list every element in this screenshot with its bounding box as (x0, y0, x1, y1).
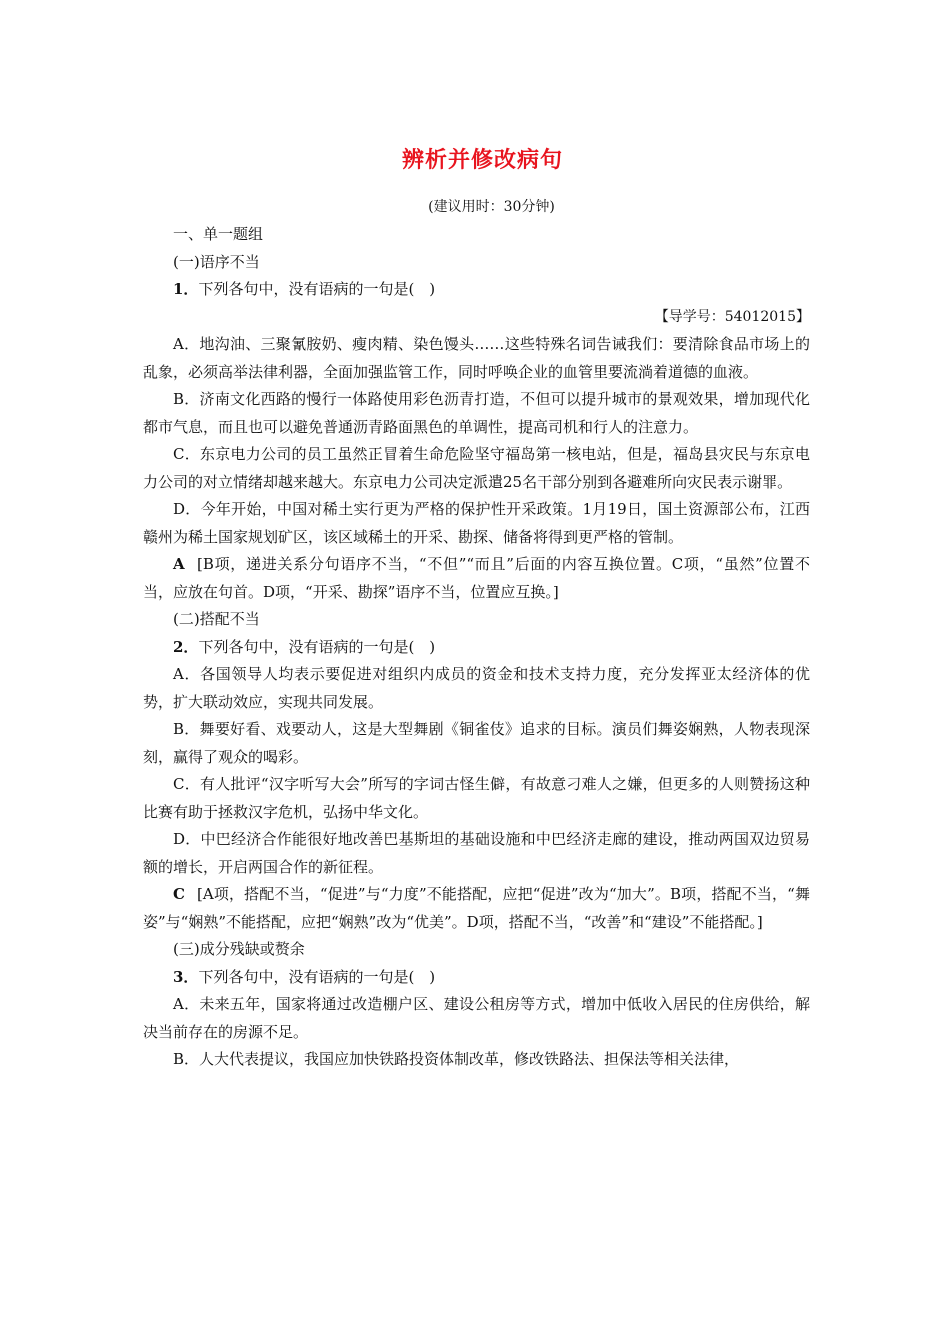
part-heading: 一、单一题组 (173, 225, 264, 243)
group-heading: (三)成分残缺或赘余 (173, 940, 305, 958)
option-a: A．各国领导人均表示要促进对组织内成员的资金和技术支持力度，充分发挥亚太经济体的优势，扩大联动效应，实现共同发展。 (143, 665, 810, 711)
option-b: B．人大代表提议，我国应加快铁路投资体制改革，修改铁路法、担保法等相关法律， (173, 1050, 740, 1068)
option-c: C．有人批评“汉字听写大会”所写的字词古怪生僻，有故意刁难人之嫌，但更多的人则赞扬这种比赛有助于拯救汉字危机，弘扬中华文化。 (143, 775, 810, 821)
answer-letter: A (173, 555, 185, 573)
answer-letter: C (173, 885, 185, 903)
question (143, 964, 810, 992)
option-b: B．舞要好看、戏要动人，这是大型舞剧《铜雀伎》追求的目标。演员们舞姿娴熟，人物表现深刻，赢得了观众的喝彩。 (143, 720, 810, 766)
question-text: 下列各句中，没有语病的一句是( ) (198, 637, 436, 656)
answer-explanation: [B项，递进关系分句语序不当，“不但”“而且”后面的内容互换位置。C项，“虽然”位置不当，应放在句首。D项，“开采、勘探”语序不当，位置应互换。] (143, 555, 810, 601)
option-a: A．未来五年，国家将通过改造棚户区、建设公租房等方式，增加中低收入居民的住房供给，解决当前存在的房源不足。 (143, 995, 810, 1041)
question-number: 2． (173, 637, 199, 656)
option-b: B．济南文化西路的慢行一体路使用彩色沥青打造，不但可以提升城市的景观效果，增加现代化都市气息，而且也可以避免普通沥青路面黑色的单调性，提高司机和行人的注意力。 (143, 390, 810, 436)
answer-explanation: [A项，搭配不当，“促进”与“力度”不能搭配，应把“促进”改为“加大”。B项，搭配不当，“舞姿”与“娴熟”不能搭配，应把“娴熟”改为“优美”。D项，搭配不当，“改善”和“建设”不能搭配。] (143, 885, 810, 931)
group-heading: (二)搭配不当 (173, 610, 260, 628)
option-c: C．东京电力公司的员工虽然正冒着生命危险坚守福岛第一核电站，但是，福岛县灾民与东京电力公司的对立情绪却越来越大。东京电力公司决定派遣25名干部分别到各避难所向灾民表示谢罪。 (143, 445, 810, 491)
question-text: 下列各句中，没有语病的一句是( ) (198, 967, 436, 986)
option-a: A．地沟油、三聚氰胺奶、瘦肉精、染色馒头……这些特殊名词告诫我们：要清除食品市场上的乱象，必须高举法律利器，全面加强监管工作，同时呼唤企业的血管里要流淌着道德的血液。 (143, 335, 810, 381)
question-number: 3． (173, 967, 199, 986)
page-title: 辨析并修改病句 (401, 148, 563, 173)
suggested-time: (建议用时：30分钟) (428, 199, 555, 215)
answer (143, 551, 810, 606)
group-heading: (一)语序不当 (173, 252, 260, 271)
option-d: D．中巴经济合作能很好地改善巴基斯坦的基础设施和中巴经济走廊的建设，推动两国双边贸易额的增长，开启两国合作的新征程。 (143, 830, 810, 876)
question (143, 276, 810, 304)
question-text: 下列各句中，没有语病的一句是( ) (198, 280, 436, 298)
document-content (143, 140, 810, 1074)
answer (143, 881, 810, 936)
option-d: D．今年开始，中国对稀土实行更为严格的保护性开采政策。1月19日，国土资源部公布，江西赣州为稀土国家规划矿区，该区域稀土的开采、勘探、储备将得到更严格的管制。 (143, 500, 810, 546)
question (143, 634, 810, 662)
guide-number: 【导学号：54012015】 (654, 308, 810, 325)
question-number: 1． (173, 280, 199, 298)
